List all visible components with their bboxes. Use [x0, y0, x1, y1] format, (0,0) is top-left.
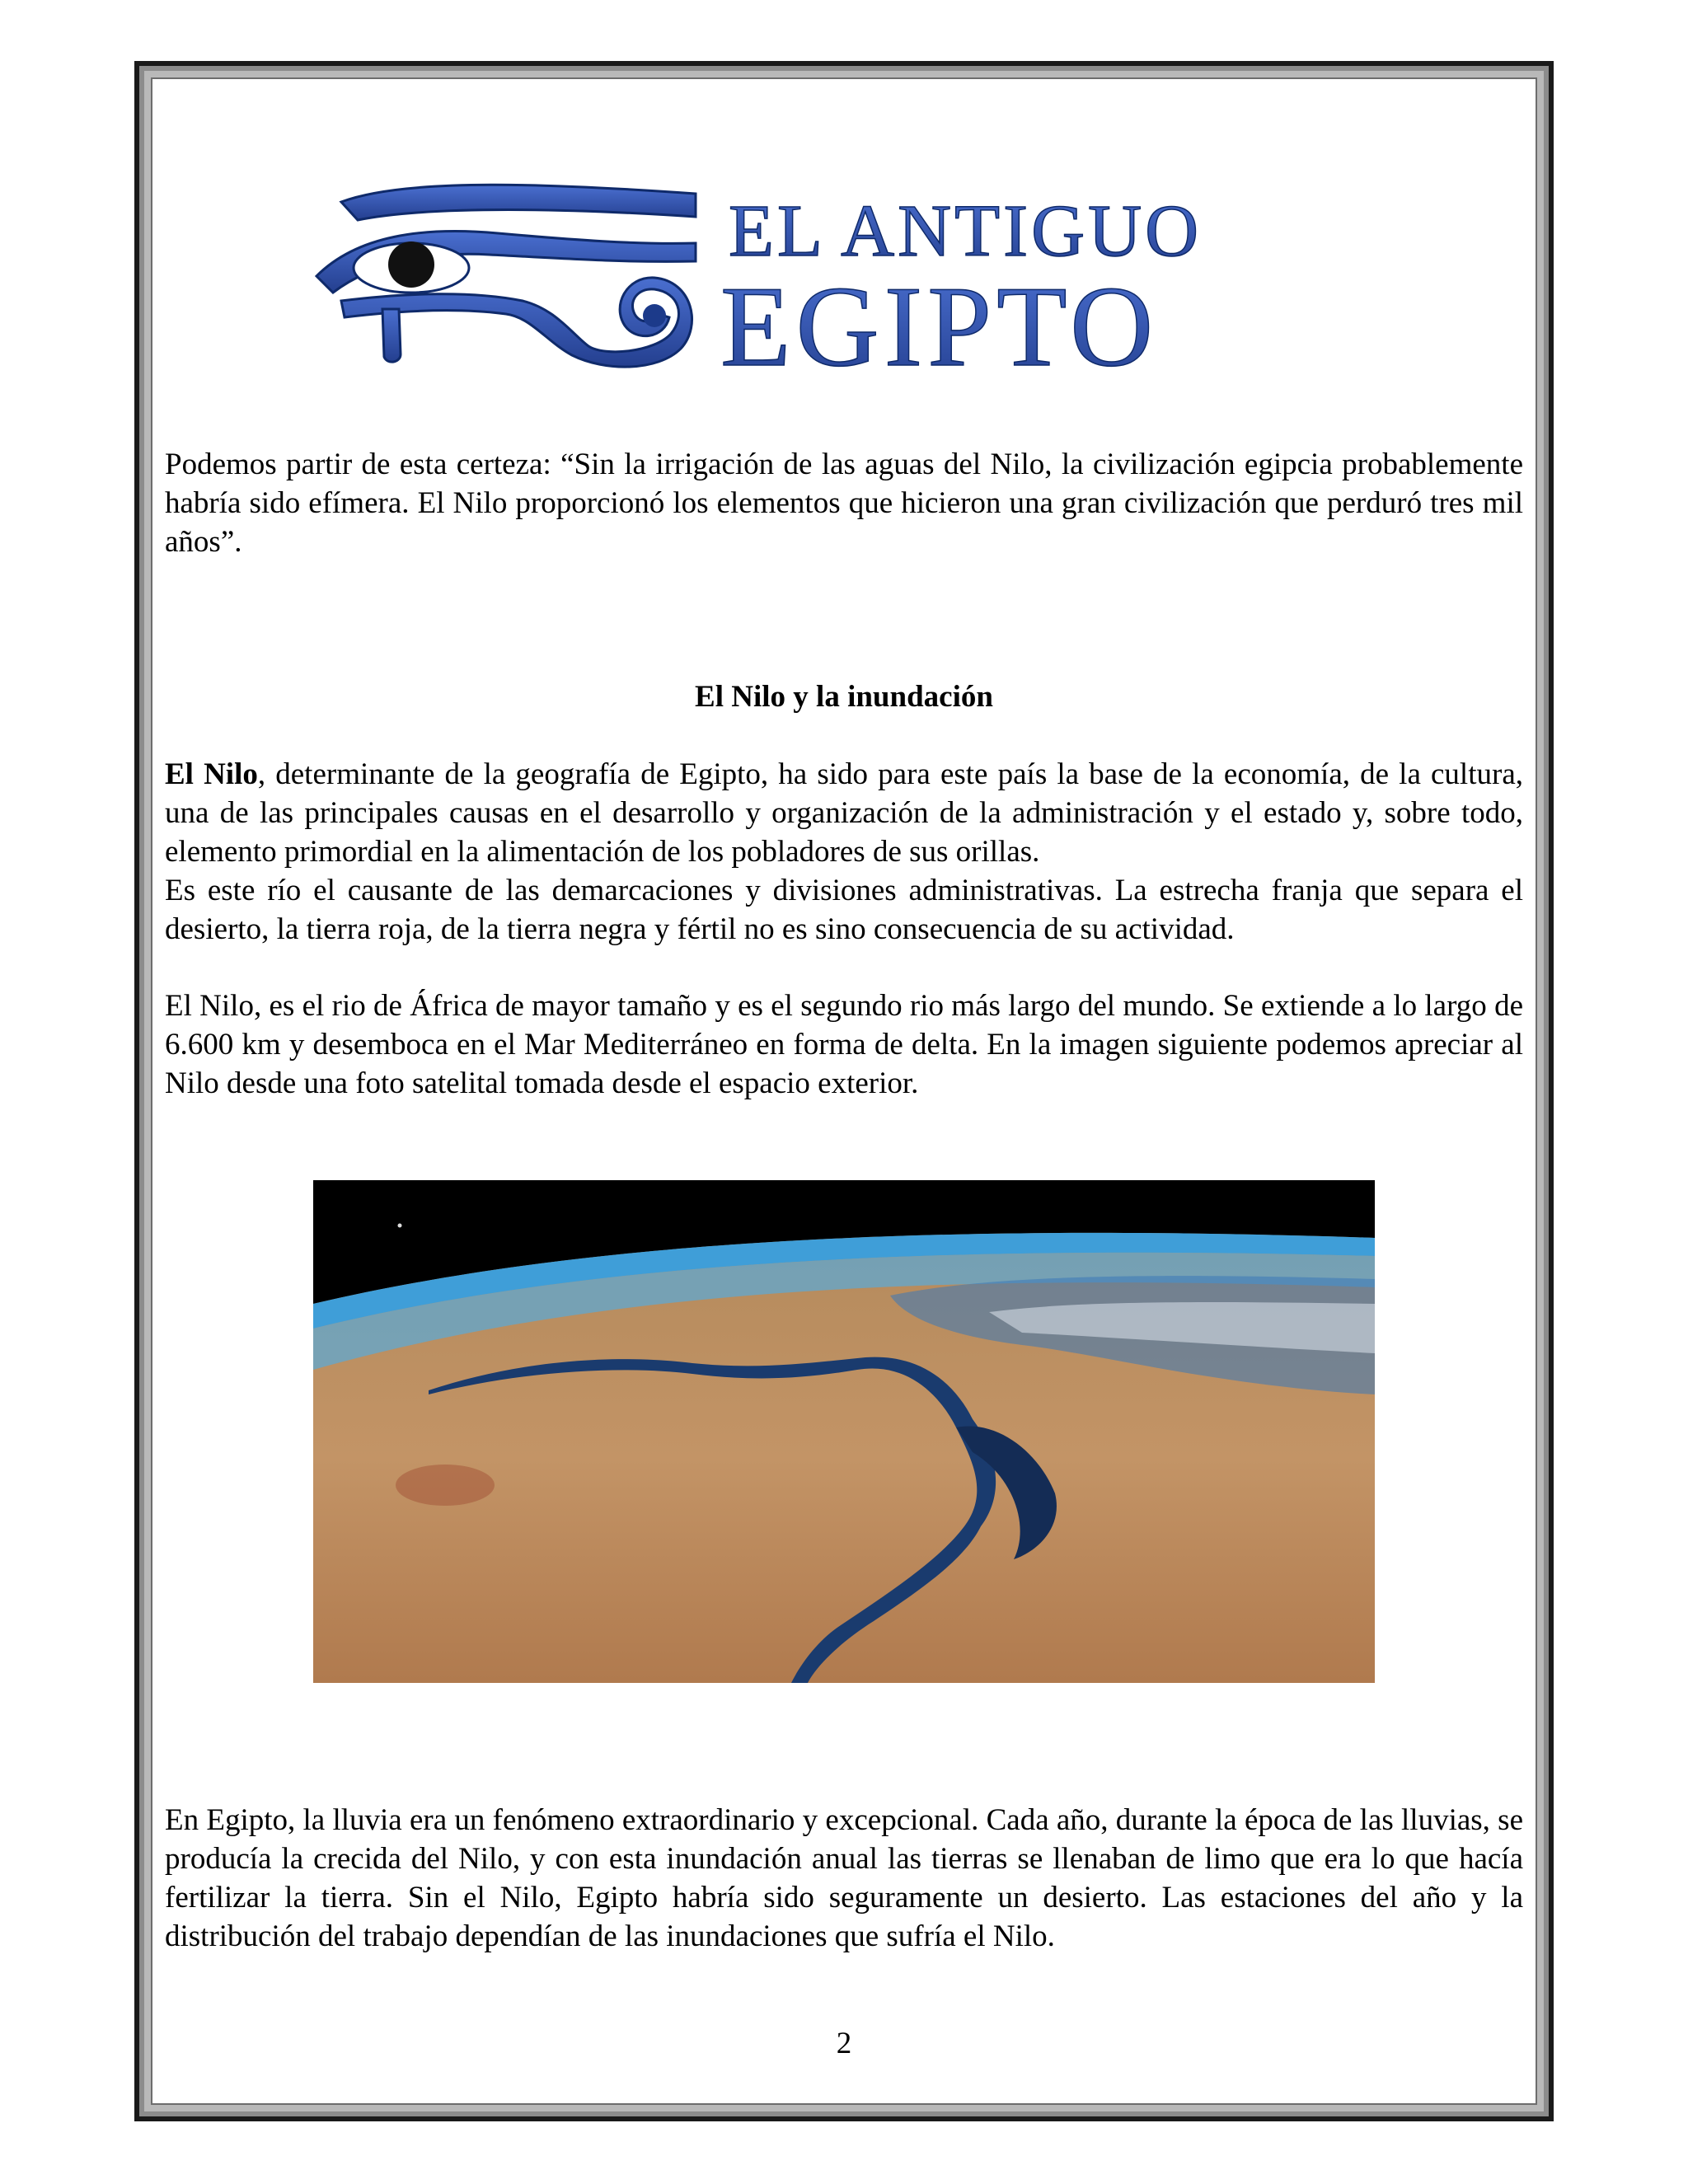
logo-title-line2: EGIPTO [720, 263, 1159, 377]
el-antiguo-egipto-logo [308, 169, 1388, 377]
nile-demarcation-text: Es este río el causante de las demarcaciones y divisiones administrativas. La estrecha franja que separa el desierto, la tierra roja, de la tierra negra y fértil no es sino consecuencia de su actividad. [165, 874, 1523, 946]
nile-facts-paragraph: El Nilo, es el rio de África de mayor tamaño y es el segundo rio más largo del mundo. Se extiende a lo largo de 6.600 km y desemboca en el Mar Mediterráneo en forma de delta. En la imagen siguiente podemos apreciar al Nilo desde una foto satelital tomada desde el espacio exterior. [165, 989, 1523, 1100]
intro-paragraph: Podemos partir de esta certeza: “Sin la irrigación de las aguas del Nilo, la civilización egipcia probablemente habría sido efímera. El Nilo proporcionó los elementos que hicieron una gran civilización que perduró tres mil años”. [165, 448, 1523, 559]
nile-satellite-photo [313, 1180, 1375, 1683]
nile-lead-term: El Nilo [165, 757, 258, 791]
nile-geography-text: , determinante de la geografía de Egipto, ha sido para este país la base de la economía, de la cultura, una de las principales causas en el desarrollo y organización de la administración y el estado y, sobre todo, elemento primordial en la alimentación de los pobladores de sus orillas. [165, 757, 1523, 869]
page-number: 2 [836, 2027, 852, 2060]
nile-geography-paragraph [165, 755, 1523, 949]
logo-title-line1: EL ANTIGUO [729, 190, 1203, 272]
eye-of-horus-logo-graphic [308, 169, 1388, 377]
flooding-paragraph: En Egipto, la lluvia era un fenómeno extraordinario y excepcional. Cada año, durante la época de las lluvias, se producía la crecida del Nilo, y con esta inundación anual las tierras se llenaban de limo que era lo que hacía fertilizar la tierra. Sin el Nilo, Egipto habría sido seguramente un desierto. Las estaciones del año y la distribución del trabajo dependían de las inundaciones que sufría el Nilo. [165, 1803, 1523, 1953]
nile-satellite-image [313, 1180, 1375, 1683]
section-heading: El Nilo y la inundación [695, 680, 993, 714]
